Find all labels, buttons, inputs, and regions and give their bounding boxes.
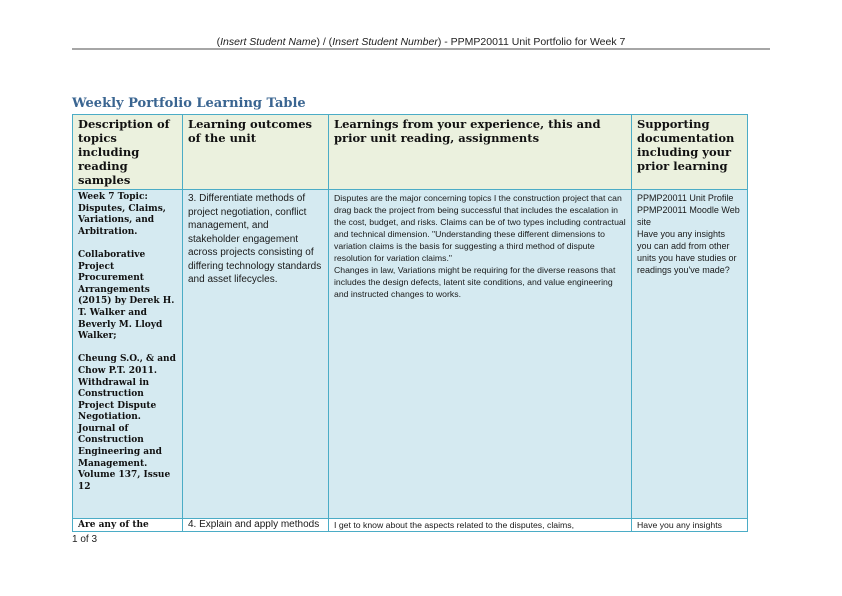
support-insights-prompt: Have you any insights you can add from other units you have studies or readings you've made? [637,229,737,275]
page-number: 1 of 3 [72,534,98,545]
header-learnings: Learnings from your experience, this and prior unit reading, assignments [329,115,632,190]
reading-sample-2: Cheung S.O., & and Chow P.T. 2011. Withdrawal in Construction Project Dispute Negotiation. Journal of Construction Engineering and Management. Volume 137, Issue 12 [78,354,176,492]
learning-text: I get to know about the aspects related to the disputes, claims, [334,520,575,530]
table-title: Weekly Portfolio Learning Table [72,96,306,111]
topic-text: Are any of the [78,520,149,530]
learning-paragraph-2: Changes in law, Variations might be requiring for the diverse reasons that includes the design defects, latent site conditions, and value engineering and instructed changes to works. [334,265,616,299]
page-header [72,36,770,48]
student-name-placeholder: Insert Student Name [220,36,317,48]
week-topic: Week 7 Topic: Disputes, Claims, Variations, and Arbitration. [78,192,166,237]
student-number-placeholder: Insert Student Number [332,36,438,48]
portfolio-learning-table [72,114,748,532]
supporting-doc-cell [632,519,748,532]
header-suffix: ) - PPMP20011 Unit Portfolio for Week 7 [437,36,626,48]
header-description: Description of topics including reading samples [73,115,183,190]
topic-cell [73,519,183,532]
support-moodle-site: PPMP20011 Moodle Web site [637,205,740,227]
header-paren: ( [216,36,221,48]
learnings-cell [329,519,632,532]
table-row [73,190,748,519]
reading-sample-1: Collaborative Project Procurement Arrangements (2015) by Derek H. T. Walker and Beverly M. Lloyd Walker; [78,249,175,342]
header-separator: ) / ( [316,36,333,48]
learning-outcome-cell: 3. Differentiate methods of project negotiation, conflict management, and stakeholder engagement across projects consisting of differing technology standards and asset lifecycles. [183,190,329,519]
header-divider [72,48,770,50]
header-supporting-docs: Supporting documentation including your prior learning [632,115,748,190]
outcome-text: 4. Explain and apply methods [188,520,320,530]
supporting-doc-cell [632,190,748,519]
learning-outcome-cell [183,519,329,532]
table-row [73,519,748,532]
header-learning-outcomes: Learning outcomes of the unit [183,115,329,190]
support-text: Have you any insights [637,520,722,530]
learnings-cell [329,190,632,519]
topic-cell [73,190,183,519]
table-header-row [73,115,748,190]
support-unit-profile: PPMP20011 Unit Profile [637,193,734,203]
learning-paragraph-1: Disputes are the major concerning topics I the construction project that can drag back the project from being successful that includes the escalation in the cost, budget, and risks. Claims can be of two types including contractual and technical dimension. "Understanding these different dimensions to variation claims is the basis for suggesting a third method of dispute resolution for variation claims." [334,193,626,263]
